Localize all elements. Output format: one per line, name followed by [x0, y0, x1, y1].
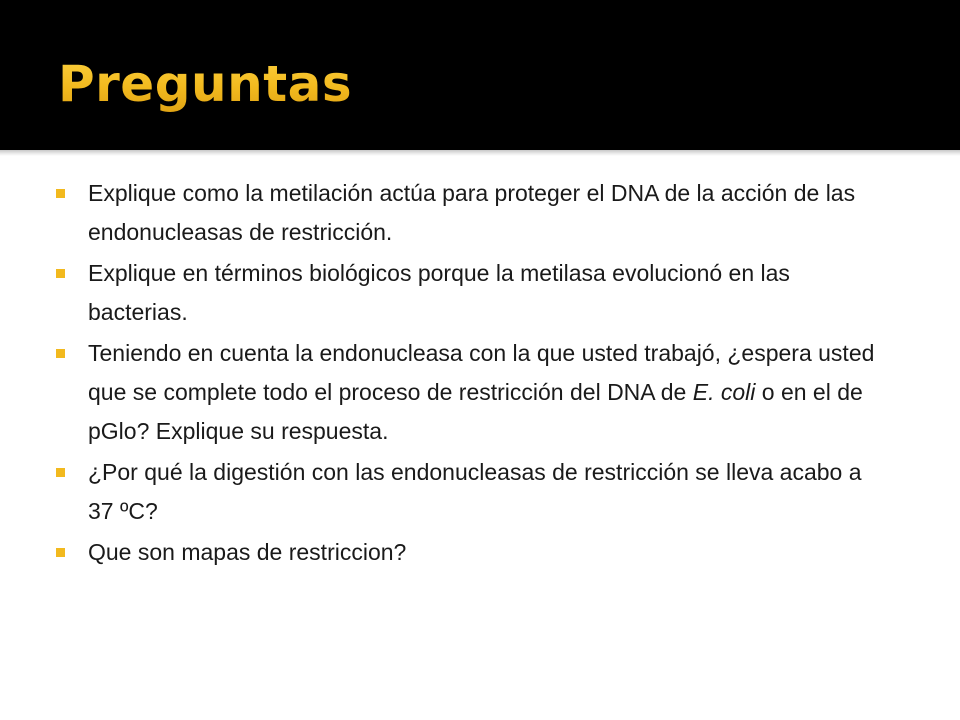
square-bullet-icon [56, 269, 65, 278]
question-text [88, 539, 406, 565]
question-text [88, 260, 790, 325]
question-text-italic: E. coli [692, 379, 756, 405]
question-text-part: Explique como la metilación actúa para proteger el DNA de la acción de las endonucleasas de restricción. [88, 180, 856, 245]
question-item-4 [56, 453, 886, 531]
square-bullet-icon [56, 349, 65, 358]
question-text [88, 459, 862, 524]
question-text [88, 340, 874, 444]
question-text [88, 180, 855, 245]
question-text-part: Teniendo en cuenta la endonucleasa con la que usted trabajó, ¿espera usted que se complete todo el proceso de restricción del DNA de [88, 340, 875, 405]
question-item-3 [56, 334, 886, 451]
question-text-part: Explique en términos biológicos porque la metilasa evolucionó en las bacterias. [88, 260, 790, 325]
question-text-part: Que son mapas de restriccion? [88, 539, 407, 565]
question-item-1 [56, 174, 886, 252]
header-divider [0, 150, 960, 156]
question-text-part: o en el de pGlo? Explique su respuesta. [88, 379, 863, 444]
question-item-5 [56, 533, 886, 572]
question-item-2 [56, 254, 886, 332]
title-header-band [0, 0, 960, 150]
slide-title: Preguntas [58, 44, 352, 124]
question-text-part: ¿Por qué la digestión con las endonucleasas de restricción se lleva acabo a 37 ºC? [88, 459, 862, 524]
question-list [56, 174, 886, 574]
square-bullet-icon [56, 189, 65, 198]
square-bullet-icon [56, 468, 65, 477]
square-bullet-icon [56, 548, 65, 557]
